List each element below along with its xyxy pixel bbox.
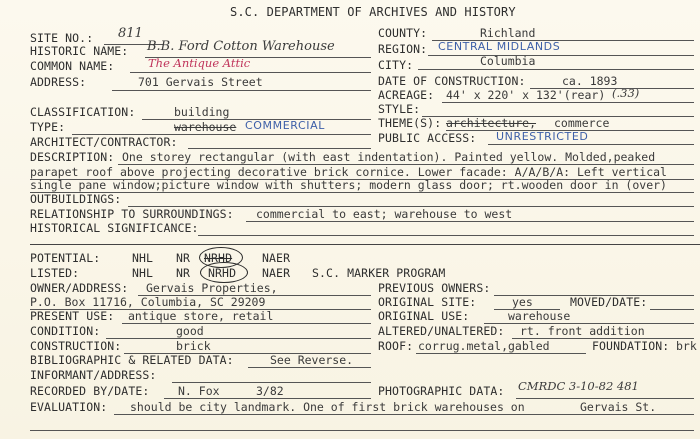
acreage-hand: (.33): [612, 86, 640, 100]
description-rule-3: [30, 192, 694, 193]
relationship-label: RELATIONSHIP TO SURROUNDINGS:: [30, 207, 234, 221]
biblio-line: [248, 367, 371, 368]
listed-label: LISTED:: [30, 266, 80, 280]
original-site-value: yes: [512, 295, 533, 309]
date-construction-value: ca. 1893: [562, 74, 618, 88]
architect-label: ARCHITECT/CONTRACTOR:: [30, 135, 178, 149]
biblio-value: See Reverse.: [270, 353, 354, 367]
type-struck-value: warehouse: [174, 120, 237, 134]
acreage-line: [442, 102, 694, 103]
original-site-label: ORIGINAL SITE:: [378, 295, 477, 309]
marker-program-label: S.C. MARKER PROGRAM: [312, 266, 446, 280]
potential-nhl: NHL: [132, 251, 154, 265]
recorded-by-label: RECORDED BY/DATE:: [30, 384, 150, 398]
foundation-value: brk: [676, 339, 697, 353]
altered-label: ALTERED/UNALTERED:: [378, 324, 505, 338]
outbuildings-label: OUTBUILDINGS:: [30, 192, 122, 206]
altered-value: rt. front addition: [520, 324, 645, 338]
present-use-value: antique store, retail: [128, 309, 274, 323]
informant-label: INFORMANT/ADDRESS:: [30, 368, 157, 382]
description-line-1: One storey rectangular (with east indentation). Painted yellow. Molded,peaked: [122, 150, 656, 164]
potential-label: POTENTIAL:: [30, 251, 101, 265]
common-name-value: The Antique Attic: [148, 56, 251, 70]
architect-line: [188, 148, 371, 149]
evaluation-line-2: [30, 430, 694, 431]
themes-label: THEME(S):: [378, 116, 442, 130]
public-access-label: PUBLIC ACCESS:: [378, 131, 477, 145]
present-use-label: PRESENT USE:: [30, 309, 115, 323]
foundation-label: FOUNDATION:: [592, 339, 670, 353]
public-access-line: [488, 144, 694, 145]
owner-line-2: P.O. Box 11716, Columbia, SC 29209: [30, 295, 266, 309]
themes-value: commerce: [554, 116, 610, 130]
type-hand-value: COMMERCIAL: [245, 119, 325, 132]
significance-line: [198, 235, 694, 236]
owner-line-1: Gervais Properties,: [146, 281, 278, 295]
site-no-label: SITE NO.:: [30, 31, 94, 45]
significance-label: HISTORICAL SIGNIFICANCE:: [30, 221, 199, 235]
photo-data-value: CMRDC 3-10-82 481: [518, 379, 639, 393]
listed-nrhd: NRHD: [208, 266, 237, 280]
potential-nr: NR: [176, 251, 191, 265]
city-label: CITY:: [378, 58, 414, 72]
classification-label: CLASSIFICATION:: [30, 105, 136, 119]
section-divider: [30, 244, 700, 245]
roof-value: corrug.metal,gabled: [418, 339, 550, 353]
recorded-by-date: 3/82: [256, 384, 284, 398]
construction-label: CONSTRUCTION:: [30, 339, 122, 353]
biblio-label: BIBLIOGRAPHIC & RELATED DATA:: [30, 353, 234, 367]
roof-line: [416, 353, 586, 354]
county-value: Richland: [480, 26, 536, 40]
potential-nrhd: NRHD: [204, 251, 233, 265]
historic-name-value: B.B. Ford Cotton Warehouse: [147, 39, 335, 54]
style-label: STYLE:: [378, 102, 421, 116]
acreage-label: ACREAGE:: [378, 88, 435, 102]
moved-date-line: [650, 309, 694, 310]
condition-line: [106, 338, 371, 339]
themes-struck-value: architecture,: [446, 116, 537, 130]
recorded-by-name: N. Fox: [178, 384, 220, 398]
address-line: [112, 90, 371, 91]
listed-nrhd-circle: [200, 262, 248, 283]
original-use-value: warehouse: [508, 309, 571, 323]
owner-label: OWNER/ADDRESS:: [30, 281, 129, 295]
roof-label: ROOF:: [378, 339, 414, 353]
evaluation-tail: Gervais St.: [580, 400, 657, 414]
description-line-3: single pane window;picture window with shutters; modern glass door; rt.wooden door in (over): [30, 178, 667, 192]
county-label: COUNTY:: [378, 26, 428, 40]
photo-data-label: PHOTOGRAPHIC DATA:: [378, 384, 505, 398]
present-use-line: [122, 323, 371, 324]
address-value: 701 Gervais Street: [138, 75, 263, 89]
acreage-value: 44' x 220' x 132'(rear): [446, 88, 606, 102]
evaluation-line: [114, 414, 694, 415]
description-line-2: parapet roof above projecting decorative brick cornice. Lower facade: A/A/B/A: Left vertical: [30, 165, 667, 179]
recorded-by-line: [164, 398, 371, 399]
listed-nr: NR: [176, 266, 191, 280]
region-value: CENTRAL MIDLANDS: [438, 40, 561, 53]
historic-name-label: HISTORIC NAME:: [30, 44, 129, 58]
potential-naer: NAER: [262, 251, 291, 265]
evaluation-label: EVALUATION:: [30, 400, 108, 414]
informant-line: [172, 382, 371, 383]
region-label: REGION:: [378, 42, 428, 56]
address-label: ADDRESS:: [30, 75, 87, 89]
date-construction-label: DATE OF CONSTRUCTION:: [378, 74, 526, 88]
moved-date-label: MOVED/DATE:: [570, 295, 648, 309]
city-value: Columbia: [480, 54, 536, 68]
photo-data-line: [516, 398, 694, 399]
original-use-label: ORIGINAL USE:: [378, 309, 470, 323]
public-access-value: UNRESTRICTED: [496, 130, 589, 143]
relationship-value: commercial to east; warehouse to west: [256, 207, 513, 221]
classification-value: building: [174, 105, 230, 119]
previous-owners-label: PREVIOUS OWNERS:: [378, 281, 491, 295]
condition-label: CONDITION:: [30, 324, 101, 338]
city-line: [418, 69, 694, 70]
type-label: TYPE:: [30, 120, 66, 134]
common-name-label: COMMON NAME:: [30, 59, 115, 73]
condition-value: good: [176, 324, 204, 338]
region-line: [428, 55, 694, 56]
evaluation-value: should be city landmark. One of first brick warehouses on: [130, 400, 525, 414]
construction-value: brick: [176, 339, 211, 353]
site-no-value: 811: [118, 26, 143, 41]
card-title: S.C. DEPARTMENT OF ARCHIVES AND HISTORY: [230, 5, 516, 19]
common-name-line: [130, 72, 371, 73]
relationship-line: [246, 221, 694, 222]
listed-naer: NAER: [262, 266, 291, 280]
description-label: DESCRIPTION:: [30, 150, 115, 164]
listed-nhl: NHL: [132, 266, 154, 280]
